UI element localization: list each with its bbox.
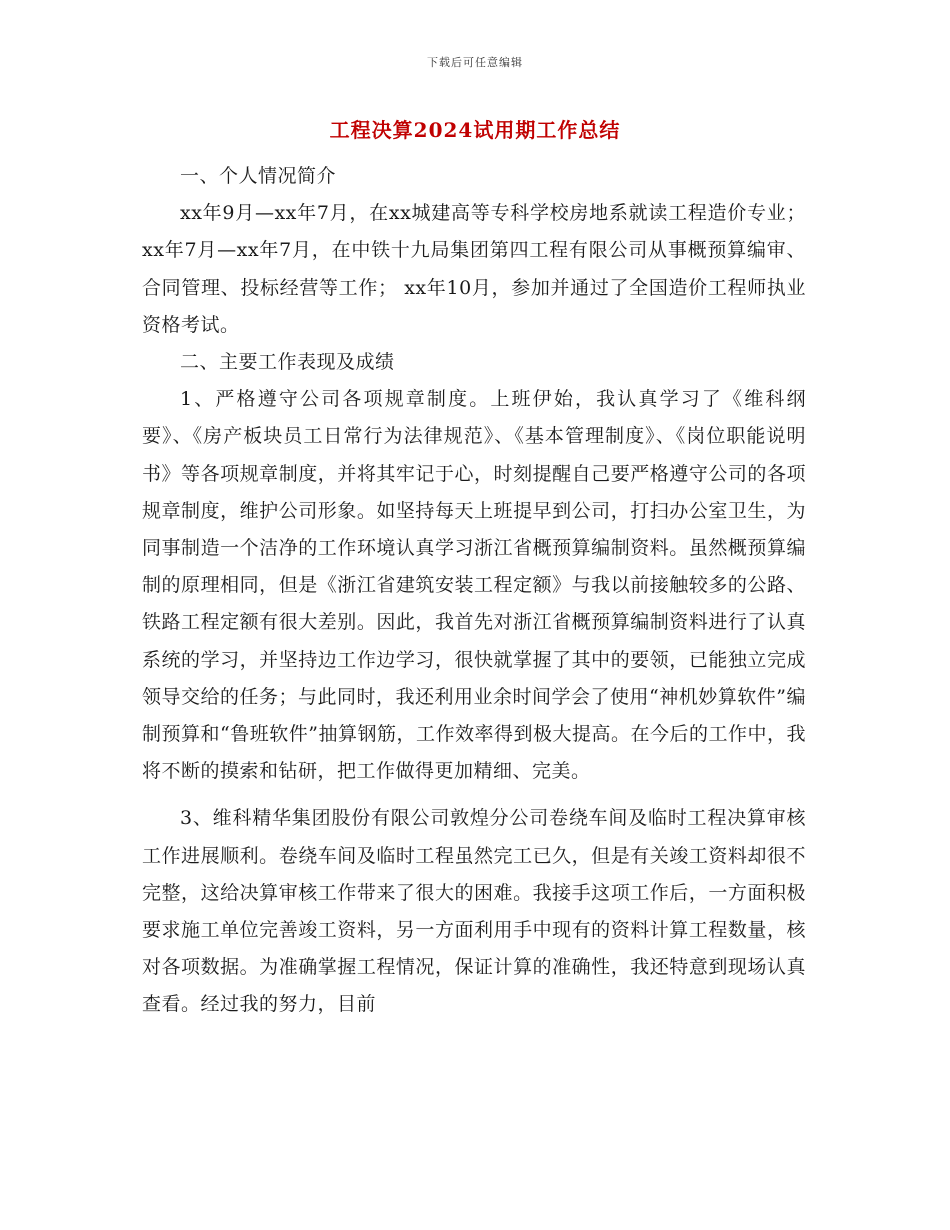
paragraph-item-3: 3、维科精华集团股份有限公司敦煌分公司卷绕车间及临时工程决算审核工作进展顺利。卷绕车间及临时工程虽然完工已久，但是有关竣工资料却很不完整，这给决算审核工作带来了很大的困难。我接手这项工作后，一方面积极要求施工单位完善竣工资料，另一方面利用手中现有的资料计算工程数量，核对各项数据。为准确掌握工程情况，保证计算的准确性，我还特意到现场认真查看。经过我的努力，目前 xyxy=(142,807,806,1016)
paragraph-item-1: 1、严格遵守公司各项规章制度。上班伊始，我认真学习了《维科纲要》、《房产板块员工日常行为法律规范》、《基本管理制度》、《岗位职能说明书》等各项规章制度，并将其牢记于心，时刻提醒自己要严格遵守公司的各项规章制度，维护公司形象。如坚持每天上班提早到公司，打扫办公室卫生，为同事制造一个洁净的工作环境认真学习浙江省概预算编制资料。虽然概预算编制的原理相同，但是《浙江省建筑安装工程定额》与我以前接触较多的公路、铁路工程定额有很大差别。因此，我首先对浙江省概预算编制资料进行了认真系统的学习，并坚持边工作边学习，很快就掌握了其中的要领，已能独立完成领导交给的任务；与此同时，我还利用业余时间学会了使用“神机妙算软件”编制预算和“鲁班软件”抽算钢筋，工作效率得到极大提高。在今后的工作中，我将不断的摸索和钻研，把工作做得更加精细、完美。 xyxy=(142,388,806,783)
section-heading-work: 二、主要工作表现及成绩 xyxy=(180,351,395,374)
paragraph-personal-info: xx年9月—xx年7月，在xx城建高等专科学校房地系就读工程造价专业； xx年7月—xx年7月，在中铁十九局集团第四工程有限公司从事概预算编审、合同管理、投标经营等工作； xx年10月，参加并通过了全国造价工程师执业资格考试。 xyxy=(142,202,806,336)
document-body xyxy=(142,158,806,1024)
header-note: 下载后可任意编辑 xyxy=(427,56,523,69)
section-heading-personal: 一、个人情况简介 xyxy=(180,165,337,187)
document-title: 工程决算2024试用期工作总结 xyxy=(329,118,621,142)
